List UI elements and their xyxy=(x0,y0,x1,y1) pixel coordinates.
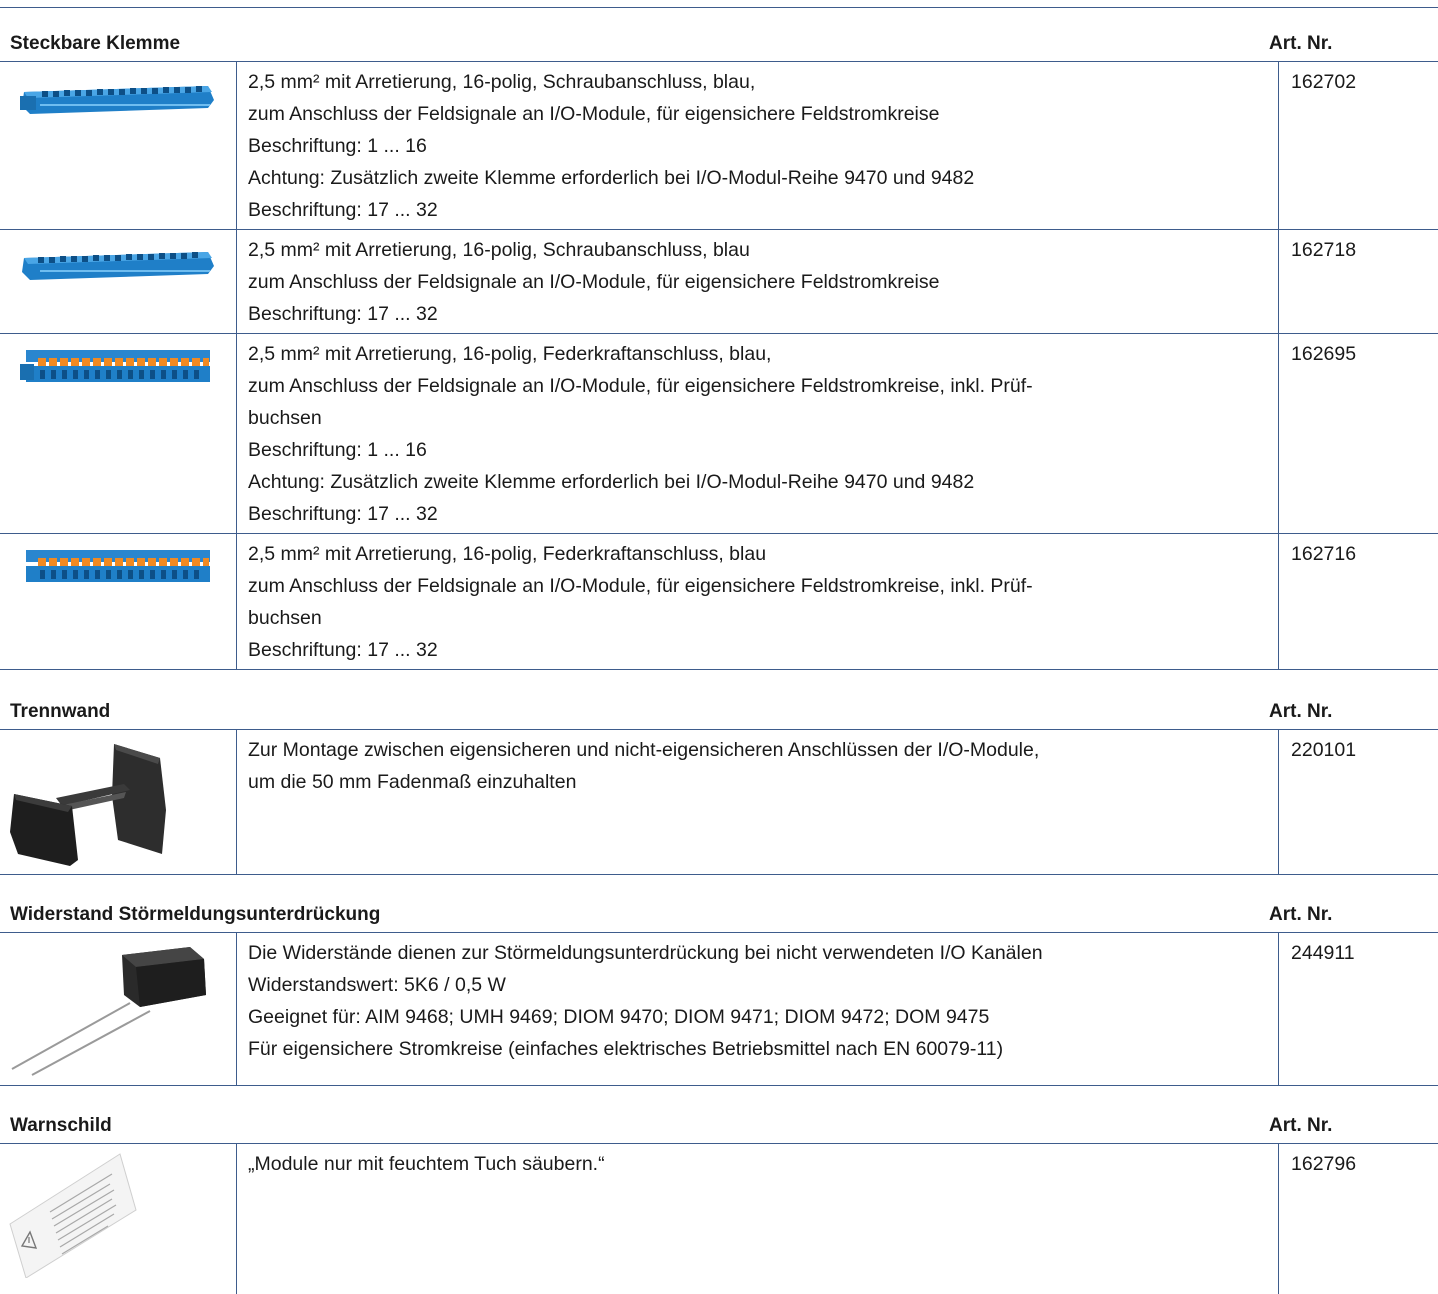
table-row xyxy=(0,933,1438,1085)
image-cell xyxy=(0,334,237,534)
table-row xyxy=(0,1144,1438,1294)
description-cell xyxy=(237,933,1279,1085)
separator-wall-icon xyxy=(6,736,186,866)
description-cell xyxy=(237,1144,1279,1294)
section-title: Trennwand xyxy=(10,701,110,723)
description-line: Beschriftung: 17 ... 32 xyxy=(248,194,1268,226)
art-nr-cell: 220101 xyxy=(1279,730,1438,874)
description-line: 2,5 mm² mit Arretierung, 16-polig, Schraubanschluss, blau xyxy=(248,234,1268,266)
description-line: zum Anschluss der Feldsignale an I/O-Module, für eigensichere Feldstromkreise, inkl. Prüf- xyxy=(248,570,1268,602)
description-line: Beschriftung: 17 ... 32 xyxy=(248,634,1268,666)
section-widerstand xyxy=(0,898,1438,1086)
description-line: zum Anschluss der Feldsignale an I/O-Module, für eigensichere Feldstromkreise xyxy=(248,266,1268,298)
warning-label-icon xyxy=(4,1148,144,1278)
description-line: zum Anschluss der Feldsignale an I/O-Module, für eigensichere Feldstromkreise, inkl. Prüf- xyxy=(248,370,1268,402)
description-line: um die 50 mm Fadenmaß einzuhalten xyxy=(248,766,1268,798)
description-line: Zur Montage zwischen eigensicheren und nicht-eigensicheren Anschlüssen der I/O-Module, xyxy=(248,734,1268,766)
description-line: Für eigensichere Stromkreise (einfaches elektrisches Betriebsmittel nach EN 60079-11) xyxy=(248,1033,1268,1065)
section-title: Widerstand Störmeldungsunterdrückung xyxy=(10,904,380,926)
description-line: Achtung: Zusätzlich zweite Klemme erforderlich bei I/O-Modul-Reihe 9470 und 9482 xyxy=(248,162,1268,194)
section-warnschild xyxy=(0,1109,1438,1294)
product-table xyxy=(0,730,1438,875)
description-line: zum Anschluss der Feldsignale an I/O-Module, für eigensichere Feldstromkreise xyxy=(248,98,1268,130)
description-line: Beschriftung: 1 ... 16 xyxy=(248,130,1268,162)
art-nr-cell: 162702 xyxy=(1279,62,1438,230)
art-nr-header: Art. Nr. xyxy=(1269,701,1332,723)
spring-terminal-block-icon xyxy=(18,344,218,388)
product-table xyxy=(0,1144,1438,1294)
art-nr-cell: 244911 xyxy=(1279,933,1438,1085)
art-nr-cell: 162718 xyxy=(1279,230,1438,334)
image-cell xyxy=(0,1144,237,1294)
product-table xyxy=(0,62,1438,670)
section-header xyxy=(0,898,1438,933)
description-cell xyxy=(237,534,1279,670)
table-row xyxy=(0,534,1438,670)
art-nr-cell: 162695 xyxy=(1279,334,1438,534)
image-cell xyxy=(0,730,237,874)
description-line: Widerstandswert: 5K6 / 0,5 W xyxy=(248,969,1268,1001)
product-table xyxy=(0,933,1438,1086)
resistor-icon xyxy=(6,937,226,1077)
section-header xyxy=(0,695,1438,730)
image-cell xyxy=(0,62,237,230)
art-nr-header: Art. Nr. xyxy=(1269,33,1332,55)
section-title: Warnschild xyxy=(10,1115,112,1137)
description-cell xyxy=(237,730,1279,874)
description-line: „Module nur mit feuchtem Tuch säubern.“ xyxy=(248,1148,1268,1180)
screw-terminal-block-icon xyxy=(18,244,218,284)
description-cell xyxy=(237,334,1279,534)
table-row xyxy=(0,334,1438,534)
description-line: 2,5 mm² mit Arretierung, 16-polig, Federkraftanschluss, blau, xyxy=(248,338,1268,370)
description-line: Achtung: Zusätzlich zweite Klemme erforderlich bei I/O-Modul-Reihe 9470 und 9482 xyxy=(248,466,1268,498)
art-nr-header: Art. Nr. xyxy=(1269,1115,1332,1137)
spring-terminal-block-icon xyxy=(18,544,218,588)
description-line: Beschriftung: 17 ... 32 xyxy=(248,298,1268,330)
image-cell xyxy=(0,534,237,670)
table-row xyxy=(0,62,1438,230)
description-line: 2,5 mm² mit Arretierung, 16-polig, Federkraftanschluss, blau xyxy=(248,538,1268,570)
art-nr-header: Art. Nr. xyxy=(1269,904,1332,926)
description-line: Beschriftung: 17 ... 32 xyxy=(248,498,1268,530)
section-header xyxy=(0,27,1438,62)
description-cell xyxy=(237,230,1279,334)
description-cell xyxy=(237,62,1279,230)
table-row xyxy=(0,730,1438,874)
image-cell xyxy=(0,230,237,334)
top-rule xyxy=(0,7,1438,8)
section-header xyxy=(0,1109,1438,1144)
description-line: 2,5 mm² mit Arretierung, 16-polig, Schraubanschluss, blau, xyxy=(248,66,1268,98)
section-trennwand xyxy=(0,695,1438,875)
section-title: Steckbare Klemme xyxy=(10,33,180,55)
description-line: Beschriftung: 1 ... 16 xyxy=(248,434,1268,466)
description-line: buchsen xyxy=(248,402,1268,434)
art-nr-cell: 162716 xyxy=(1279,534,1438,670)
image-cell xyxy=(0,933,237,1085)
section-steckbare-klemme xyxy=(0,27,1438,670)
screw-terminal-block-icon xyxy=(18,78,218,118)
art-nr-cell: 162796 xyxy=(1279,1144,1438,1294)
description-line: Geeignet für: AIM 9468; UMH 9469; DIOM 9470; DIOM 9471; DIOM 9472; DOM 9475 xyxy=(248,1001,1268,1033)
description-line: buchsen xyxy=(248,602,1268,634)
description-line: Die Widerstände dienen zur Störmeldungsunterdrückung bei nicht verwendeten I/O Kanälen xyxy=(248,937,1268,969)
table-row xyxy=(0,230,1438,334)
